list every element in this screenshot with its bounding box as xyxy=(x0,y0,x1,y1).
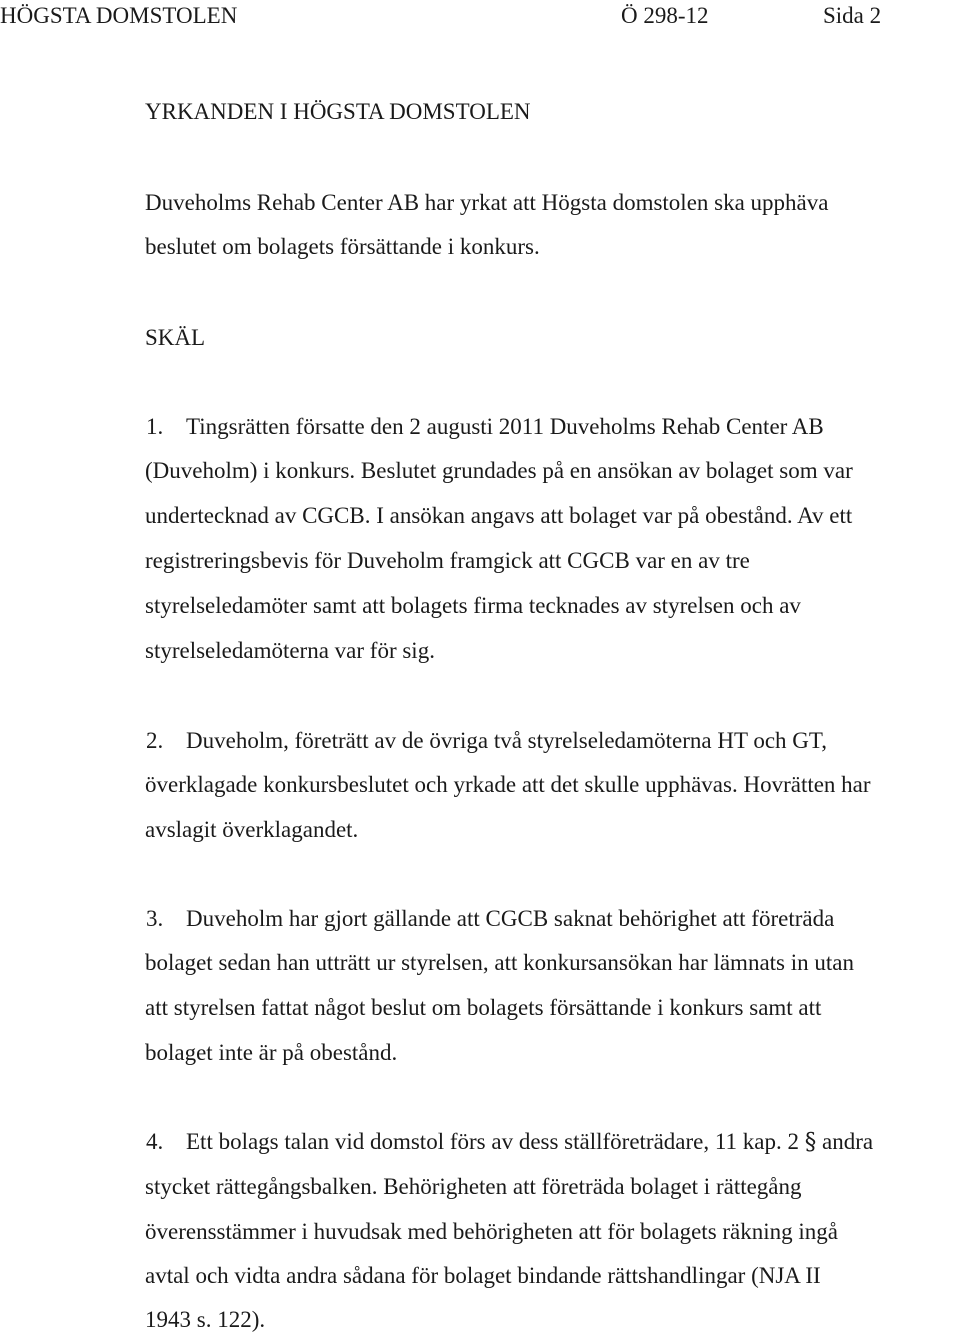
court-name: HÖGSTA DOMSTOLEN xyxy=(0,3,238,28)
paragraph-text xyxy=(186,1128,873,1156)
paragraph-text-part: andra xyxy=(821,1129,874,1154)
paragraph-text: undertecknad av CGCB. I ansökan angavs att bolaget var på obestånd. Av ett xyxy=(145,503,853,528)
paragraph-text: styrelseledamöter samt att bolagets firma tecknades av styrelsen och av xyxy=(145,593,801,618)
paragraph-text: överensstämmer i huvudsak med behörigheten att för bolagets räkning ingå xyxy=(145,1219,838,1244)
paragraph-text: styrelseledamöterna var för sig. xyxy=(145,638,435,663)
paragraph-text: Duveholm har gjort gällande att CGCB saknat behörighet att företräda xyxy=(186,906,835,931)
paragraph-text: (Duveholm) i konkurs. Beslutet grundades på en ansökan av bolaget som var xyxy=(145,458,853,483)
paragraph-number: 2. xyxy=(146,728,164,753)
paragraph-text: 1943 s. 122). xyxy=(145,1307,266,1332)
paragraph-number: 3. xyxy=(146,906,164,931)
paragraph-text: bolaget sedan han utträtt ur styrelsen, att konkursansökan har lämnats in utan xyxy=(145,950,854,975)
paragraph-text: avslagit överklagandet. xyxy=(145,817,359,842)
paragraph-text-part: Ett bolags talan vid domstol förs av dess ställföreträdare, 11 kap. 2 xyxy=(186,1129,799,1154)
paragraph-text: Tingsrätten försatte den 2 augusti 2011 Duveholms Rehab Center AB xyxy=(186,414,824,439)
section-sign: § xyxy=(804,1129,817,1155)
paragraph-text: överklagade konkursbeslutet och yrkade att det skulle upphävas. Hovrätten har xyxy=(145,772,871,797)
paragraph-text: stycket rättegångsbalken. Behörigheten att företräda bolaget i rättegång xyxy=(145,1174,802,1199)
paragraph-text: bolaget inte är på obestånd. xyxy=(145,1040,398,1065)
case-number: Ö 298-12 xyxy=(621,3,709,28)
yrkanden-line: beslutet om bolagets försättande i konkurs. xyxy=(145,234,540,259)
paragraph-text: registreringsbevis för Duveholm framgick att CGCB var en av tre xyxy=(145,548,750,573)
yrkanden-heading: YRKANDEN I HÖGSTA DOMSTOLEN xyxy=(145,99,531,124)
page-number: Sida 2 xyxy=(823,3,882,28)
skal-heading: SKÄL xyxy=(145,325,206,350)
paragraph-number: 4. xyxy=(146,1129,164,1154)
yrkanden-line: Duveholms Rehab Center AB har yrkat att Högsta domstolen ska upphäva xyxy=(145,190,829,215)
paragraph-text: Duveholm, företrätt av de övriga två styrelseledamöterna HT och GT, xyxy=(186,728,828,753)
paragraph-text: att styrelsen fattat något beslut om bolagets försättande i konkurs samt att xyxy=(145,995,822,1020)
paragraph-number: 1. xyxy=(146,414,164,439)
paragraph-text: avtal och vidta andra sådana för bolaget bindande rättshandlingar (NJA II xyxy=(145,1263,821,1288)
